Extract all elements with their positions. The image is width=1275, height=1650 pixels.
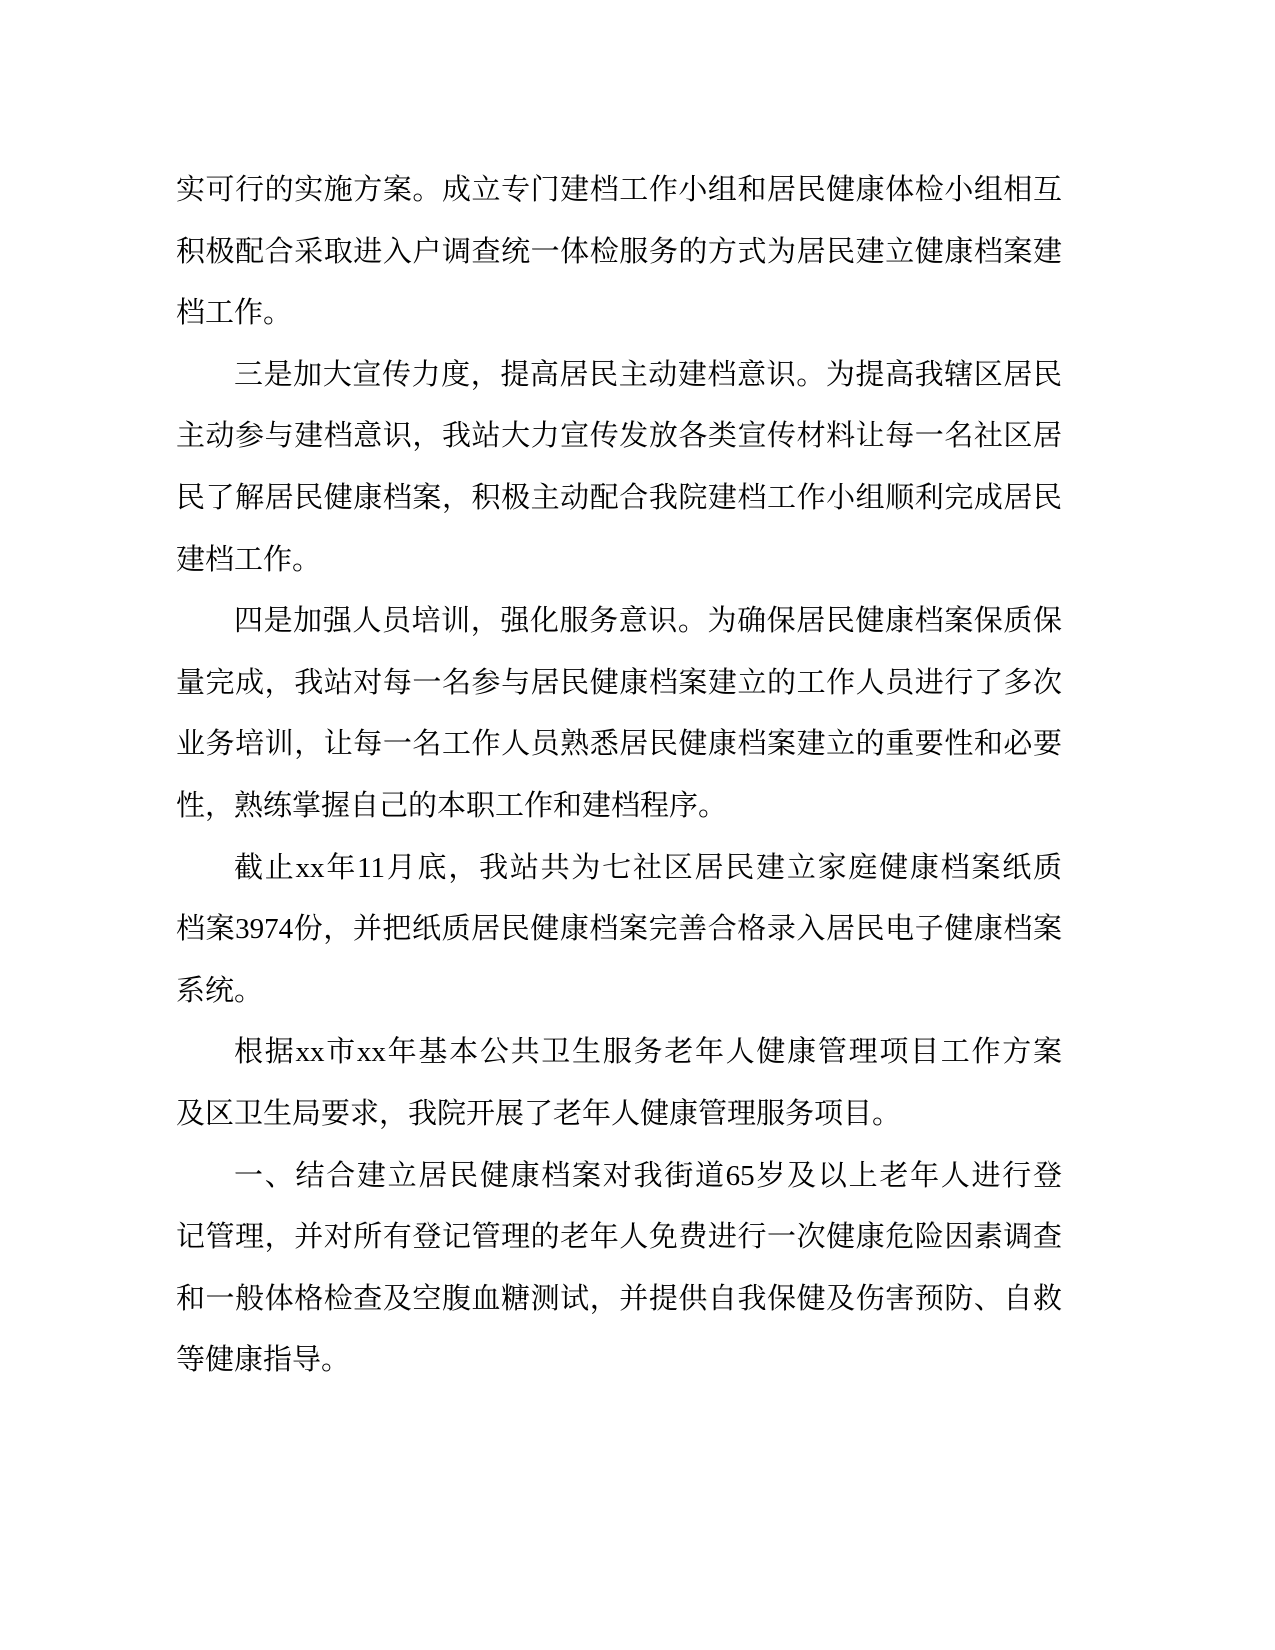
text-line: 四是加强人员培训，强化服务意识。为确保居民健康档案保质保	[234, 605, 1062, 638]
text-line: 档工作。	[176, 297, 293, 330]
text-line: 三是加大宣传力度，提高居民主动建档意识。为提高我辖区居民	[234, 358, 1062, 391]
text-line: 主动参与建档意识，我站大力宣传发放各类宣传材料让每一名社区居	[176, 420, 1062, 453]
text-line: 系统。	[176, 974, 264, 1007]
text-line: 一、结合建立居民健康档案对我街道65岁及以上老年人进行登	[234, 1159, 1062, 1192]
document-content	[176, 160, 1062, 1392]
paragraph	[176, 160, 1062, 345]
text-line: 民了解居民健康档案，积极主动配合我院建档工作小组顺利完成居民	[176, 481, 1062, 514]
text-line: 积极配合采取进入户调查统一体检服务的方式为居民建立健康档案建	[176, 235, 1062, 268]
paragraph	[176, 345, 1062, 591]
paragraph	[176, 1146, 1062, 1392]
text-line: 量完成，我站对每一名参与居民健康档案建立的工作人员进行了多次	[176, 666, 1062, 699]
paragraph	[176, 838, 1062, 1023]
text-line: 根据xx市xx年基本公共卫生服务老年人健康管理项目工作方案	[234, 1036, 1062, 1069]
paragraph	[176, 591, 1062, 837]
text-line: 业务培训，让每一名工作人员熟悉居民健康档案建立的重要性和必要	[176, 728, 1062, 761]
text-line: 截止xx年11月底，我站共为七社区居民建立家庭健康档案纸质	[234, 851, 1062, 884]
text-line: 建档工作。	[176, 543, 322, 576]
text-line: 等健康指导。	[176, 1344, 351, 1377]
text-line: 性，熟练掌握自己的本职工作和建档程序。	[176, 789, 728, 822]
text-line: 档案3974份，并把纸质居民健康档案完善合格录入居民电子健康档案	[176, 913, 1062, 946]
text-line: 记管理，并对所有登记管理的老年人免费进行一次健康危险因素调查	[176, 1221, 1062, 1254]
text-line: 实可行的实施方案。成立专门建档工作小组和居民健康体检小组相互	[176, 174, 1062, 206]
text-line: 和一般体格检查及空腹血糖测试，并提供自我保健及伤害预防、自救	[176, 1282, 1062, 1315]
text-line: 及区卫生局要求，我院开展了老年人健康管理服务项目。	[176, 1097, 902, 1130]
paragraph	[176, 1022, 1062, 1145]
